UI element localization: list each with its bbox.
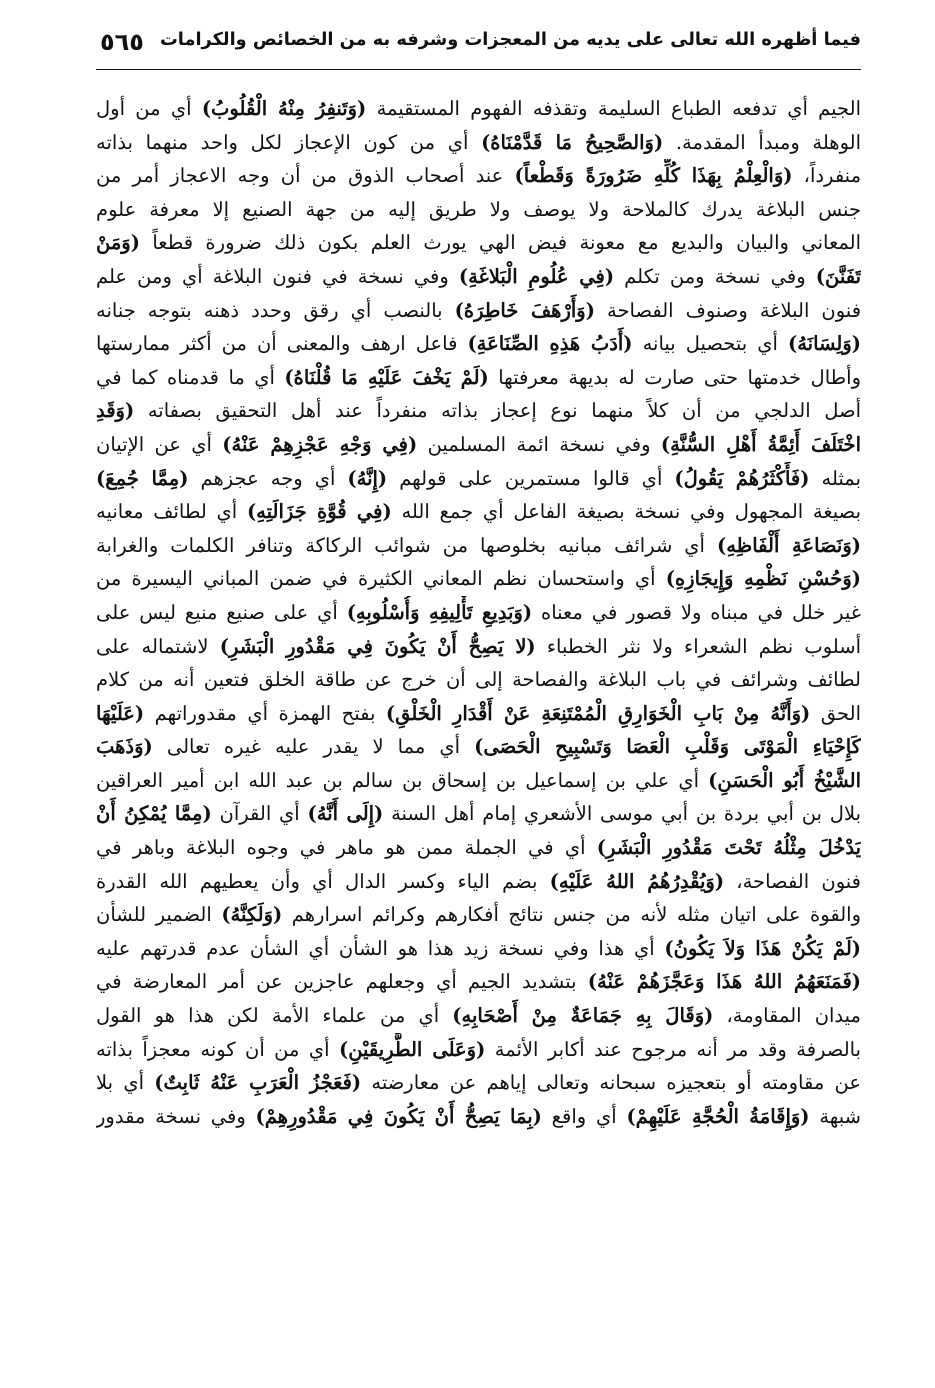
quoted-text: (فَعَجْزُ الْعَرَبِ عَنْهُ ثَابِتٌ) <box>154 1071 362 1095</box>
quoted-text: (لا يَصِحُّ أَنْ يَكُونَ فِي مَقْدُورِ الْبَشَرِ) <box>219 634 536 658</box>
text-line <box>96 1066 861 1100</box>
commentary-text: أي من كون الإعجاز لكل واحد منهما بذاته <box>96 130 482 154</box>
quoted-text: (فِي قُوَّةِ جَزَالَتِهِ) <box>246 500 392 524</box>
text-line <box>96 865 861 899</box>
commentary-text: الضمير للشأن <box>96 903 222 927</box>
commentary-text: جنس البلاغة يدرك كالملاحة ولا يوصف ولا طريق إليه من جهة الصنيع إلا معرفة علوم <box>96 197 861 221</box>
quoted-text: (وَالْعِلْمُ بِهَذَا كُلِّهِ ضَرُورَةً وَقَطْعاً) <box>514 164 793 188</box>
commentary-text: فنون الفصاحة، <box>724 869 861 893</box>
text-line <box>96 764 861 798</box>
quoted-text: (إِنَّهُ) <box>347 466 388 490</box>
commentary-text: والقوة على اتيان مثله لأنه من جنس نتائج أفكارهم وكرائم اسرارهم <box>282 903 861 927</box>
quoted-text: (وَنَصَاعَةِ أَلْفَاظِهِ) <box>717 533 861 557</box>
quoted-text: (وَمَنْ <box>96 231 140 255</box>
quoted-text: تَفَنَّنَ) <box>815 264 861 288</box>
commentary-text: ميدان المقاومة، <box>713 1004 861 1028</box>
quoted-text: (وَالصَّحِيحُ مَا قَدَّمْنَاهُ) <box>481 130 664 154</box>
commentary-text: أسلوب نظم الشعراء ولا نثر الخطباء <box>535 634 861 658</box>
header-rule <box>96 69 861 70</box>
quoted-text: (بِمَا يَصِحُّ أَنْ يَكُونَ فِي مَقْدُورِهِمْ) <box>255 1104 542 1128</box>
commentary-text: أي ما قدمناه كما في <box>96 365 285 389</box>
commentary-text: أي مما لا يقدر عليه غيره تعالى <box>152 735 475 759</box>
commentary-text: منفرداً، <box>792 164 861 188</box>
text-line <box>96 630 861 664</box>
body-text <box>96 92 861 1133</box>
text-line <box>96 797 861 831</box>
quoted-text: اخْتَلَفَ أَئِمَّةُ أَهْلِ السُّنَّةِ) <box>660 432 861 456</box>
commentary-text: عن مقاومته أو بتعجيزه سبحانه وتعالى إياهم عن معارضته <box>361 1071 861 1095</box>
quoted-text: (فَمَنَعَهُمُ اللهُ هَذَا وَعَجَّزَهُمْ عَنْهُ) <box>587 970 861 994</box>
page-header <box>96 26 861 70</box>
text-line <box>96 999 861 1033</box>
quoted-text: (مِمَّا يُمْكِنُ أَنْ <box>96 802 212 826</box>
quoted-text: (وَحُسْنِ نَظْمِهِ وَإِيجَازِهِ) <box>665 567 861 591</box>
commentary-text: بلال بن أبي بردة بن أبي موسى الأشعري إمام أهل السنة <box>383 802 861 826</box>
text-line <box>96 529 861 563</box>
commentary-text: أي بتحصيل بيانه <box>632 332 788 356</box>
text-line <box>96 495 861 529</box>
text-line <box>96 260 861 294</box>
quoted-text: كَإِحْيَاءِ الْمَوْتَى وَقَلْبِ الْعَصَا وَتَسْبِيحِ الْحَصَى) <box>474 735 861 759</box>
commentary-text: أي هذا وفي نسخة زيد هذا هو الشأن أي الشأن عدم قدرتهم عليه <box>96 936 665 960</box>
quoted-text: يَدْخُلَ مِثْلُهُ تَحْتَ مَقْدُورِ الْبَشَرِ) <box>596 836 861 860</box>
commentary-text: أي علي بن إسماعيل بن إسحاق بن سالم بن عبد الله ابن أمير العراقين <box>96 768 709 792</box>
text-line <box>96 394 861 428</box>
text-line <box>96 1033 861 1067</box>
text-line <box>96 92 861 126</box>
commentary-text: وفي نسخة في فنون البلاغة أي ومن علم <box>96 264 459 288</box>
page-number: ٥٦٥ <box>100 28 144 56</box>
commentary-text: أي عن الإتيان <box>96 432 223 456</box>
quoted-text: (وَقَدِ <box>96 399 135 423</box>
text-line <box>96 831 861 865</box>
commentary-text: المعاني والبيان والبديع مع معونة فيض الهي يورث العلم بكون ذلك ضرورة قطعاً <box>139 231 861 255</box>
quoted-text: (وَلَكِنَّهُ) <box>221 903 283 927</box>
commentary-text: غير خلل في مبناه ولا قصور في معناه <box>532 600 861 624</box>
commentary-text: بالنصب أي رقق وحدد ذهنه بتوجه جنانه <box>96 298 455 322</box>
commentary-text: أي في الجملة ممن هو ماهر في وجوه البلاغة وباهر في <box>96 836 597 860</box>
commentary-text: بضم الياء وكسر الدال أي وأن يعطيهم الله القدرة <box>96 869 550 893</box>
text-line <box>96 1100 861 1134</box>
quoted-text: (وَإِقَامَةُ الْحُجَّةِ عَلَيْهِمْ) <box>626 1104 810 1128</box>
quoted-text: (وَعَلَى الطَّرِيقَيْنِ) <box>338 1037 486 1061</box>
commentary-text: بفتح الهمزة أي مقدوراتهم <box>144 701 386 725</box>
quoted-text: (لَمْ يَخْفَ عَلَيْهِ مَا قُلْنَاهُ) <box>284 365 489 389</box>
quoted-text: (وَيُقْدِرُهُمُ اللهُ عَلَيْهِ) <box>549 869 725 893</box>
quoted-text: (وَأَنَّهُ مِنْ بَابِ الْخَوَارِقِ الْمُمْتَنِعَةِ عَنْ أَقْدَارِ الْخَلْقِ) <box>385 701 811 725</box>
running-title: فيما أظهره الله تعالى على يديه من المعجزات وشرفه به من الخصائص والكرامات <box>159 30 861 50</box>
quoted-text: (وَلِسَانَهُ) <box>787 332 861 356</box>
commentary-text: وأطال خدمتها حتى صارت له بديهة معرفتها <box>488 365 861 389</box>
commentary-text: فاعل ارهف والمعنى أن من أكثر ممارستها <box>96 332 468 356</box>
commentary-text: بصيغة المجهول وفي نسخة بصيغة الفاعل أي جمع الله <box>391 500 861 524</box>
text-line <box>96 932 861 966</box>
commentary-text: وفي نسخة ائمة المسلمين <box>417 432 661 456</box>
commentary-text: أي من علماء الأمة لكن هذا هو القول <box>96 1004 453 1028</box>
quoted-text: (فَأَكْثَرُهُمْ يَقُولُ) <box>674 466 810 490</box>
commentary-text: الحق <box>810 701 861 725</box>
quoted-text: (وَأَرْهَفَ خَاطِرَهُ) <box>454 298 595 322</box>
text-line <box>96 361 861 395</box>
text-line <box>96 898 861 932</box>
text-line <box>96 126 861 160</box>
text-line <box>96 663 861 697</box>
commentary-text: الوهلة ومبدأ المقدمة. <box>663 130 861 154</box>
quoted-text: (عَلَيْهَا <box>96 701 145 725</box>
commentary-text: أي من أول <box>96 97 202 120</box>
text-line <box>96 462 861 496</box>
commentary-text: لاشتماله على <box>96 634 220 658</box>
commentary-text: أي القرآن <box>211 802 308 826</box>
text-line <box>96 596 861 630</box>
commentary-text: عند أصحاب الذوق من أن وجه الاعجاز أمر من <box>96 164 515 188</box>
commentary-text: أي واقع <box>541 1104 627 1128</box>
quoted-text: (لَمْ يَكُنْ هَذَا وَلاَ يَكُونُ) <box>664 936 861 960</box>
quoted-text: (فِي وَجْهِ عَجْزِهِمْ عَنْهُ) <box>222 432 418 456</box>
quoted-text: (أَدَبُ هَذِهِ الصِّنَاعَةِ) <box>467 332 633 356</box>
text-line <box>96 159 861 193</box>
commentary-text: بالصرفة وقد مر أنه مرجوح عند أكابر الأئمة <box>485 1037 861 1061</box>
text-line <box>96 730 861 764</box>
commentary-text: أي واستحسان نظم المعاني الكثيرة في ضمن المباني اليسيرة من <box>96 567 666 591</box>
commentary-text: أي لطائف معانيه <box>96 500 247 524</box>
commentary-text: أي شرائف مبانيه بخلوصها من شوائب الركاكة وتنافر الكلمات والغرابة <box>96 533 717 557</box>
text-line <box>96 193 861 227</box>
quoted-text: (وَتَنفِرُ مِنْهُ الْقُلُوبُ) <box>201 97 367 120</box>
quoted-text: (وَذَهَبَ <box>96 735 153 759</box>
commentary-text: وفي نسخة ومن تكلم <box>614 264 816 288</box>
quoted-text: (إِلَى أَنَّهُ) <box>307 802 384 826</box>
commentary-text: أي على صنيع منيع ليس على <box>96 600 347 624</box>
text-line <box>96 428 861 462</box>
commentary-text: أي وجه عجزهم <box>188 466 348 490</box>
commentary-text: أي بلا <box>96 1071 155 1095</box>
commentary-text: أي من أن كونه معجزاً بذاته <box>96 1037 339 1061</box>
commentary-text: شبهة <box>809 1104 861 1128</box>
text-line <box>96 294 861 328</box>
text-line <box>96 697 861 731</box>
text-line <box>96 327 861 361</box>
text-line <box>96 562 861 596</box>
commentary-text: الجيم أي تدفعه الطباع السليمة وتقذفه الفهوم المستقيمة <box>366 97 861 120</box>
quoted-text: (فِي عُلُومِ الْبَلاغَةِ) <box>458 264 615 288</box>
commentary-text: فنون البلاغة وصنوف الفصاحة <box>594 298 861 322</box>
commentary-text: بتشديد الجيم أي وجعلهم عاجزين عن أمر المعارضة في <box>96 970 588 994</box>
quoted-text: (وَبَدِيعِ تَأْلِيفِهِ وَأُسْلُوبِهِ) <box>346 600 533 624</box>
quoted-text: الشَّيْخُ أَبُو الْحَسَنِ) <box>708 768 861 792</box>
quoted-text: (مِمَّا جُمِعَ) <box>96 466 189 490</box>
commentary-text: أي قالوا مستمرين على قولهم <box>387 466 675 490</box>
quoted-text: (وَقَالَ بِهِ جَمَاعَةٌ مِنْ أَصْحَابِهِ) <box>452 1004 714 1028</box>
commentary-text: أصل الدلجي من أن كلاً منهما نوع إعجاز بذاته منفرداً عند أهل التحقيق بصفاته <box>134 399 861 423</box>
text-line <box>96 965 861 999</box>
commentary-text: وفي نسخة مقدور <box>96 1104 256 1128</box>
commentary-text: لطائف وشرائف في باب البلاغة والفصاحة إلى أن خرج عن طاقة الخلق فتعين أنه من كلام <box>96 668 861 692</box>
commentary-text: بمثله <box>809 466 861 490</box>
text-line <box>96 226 861 260</box>
